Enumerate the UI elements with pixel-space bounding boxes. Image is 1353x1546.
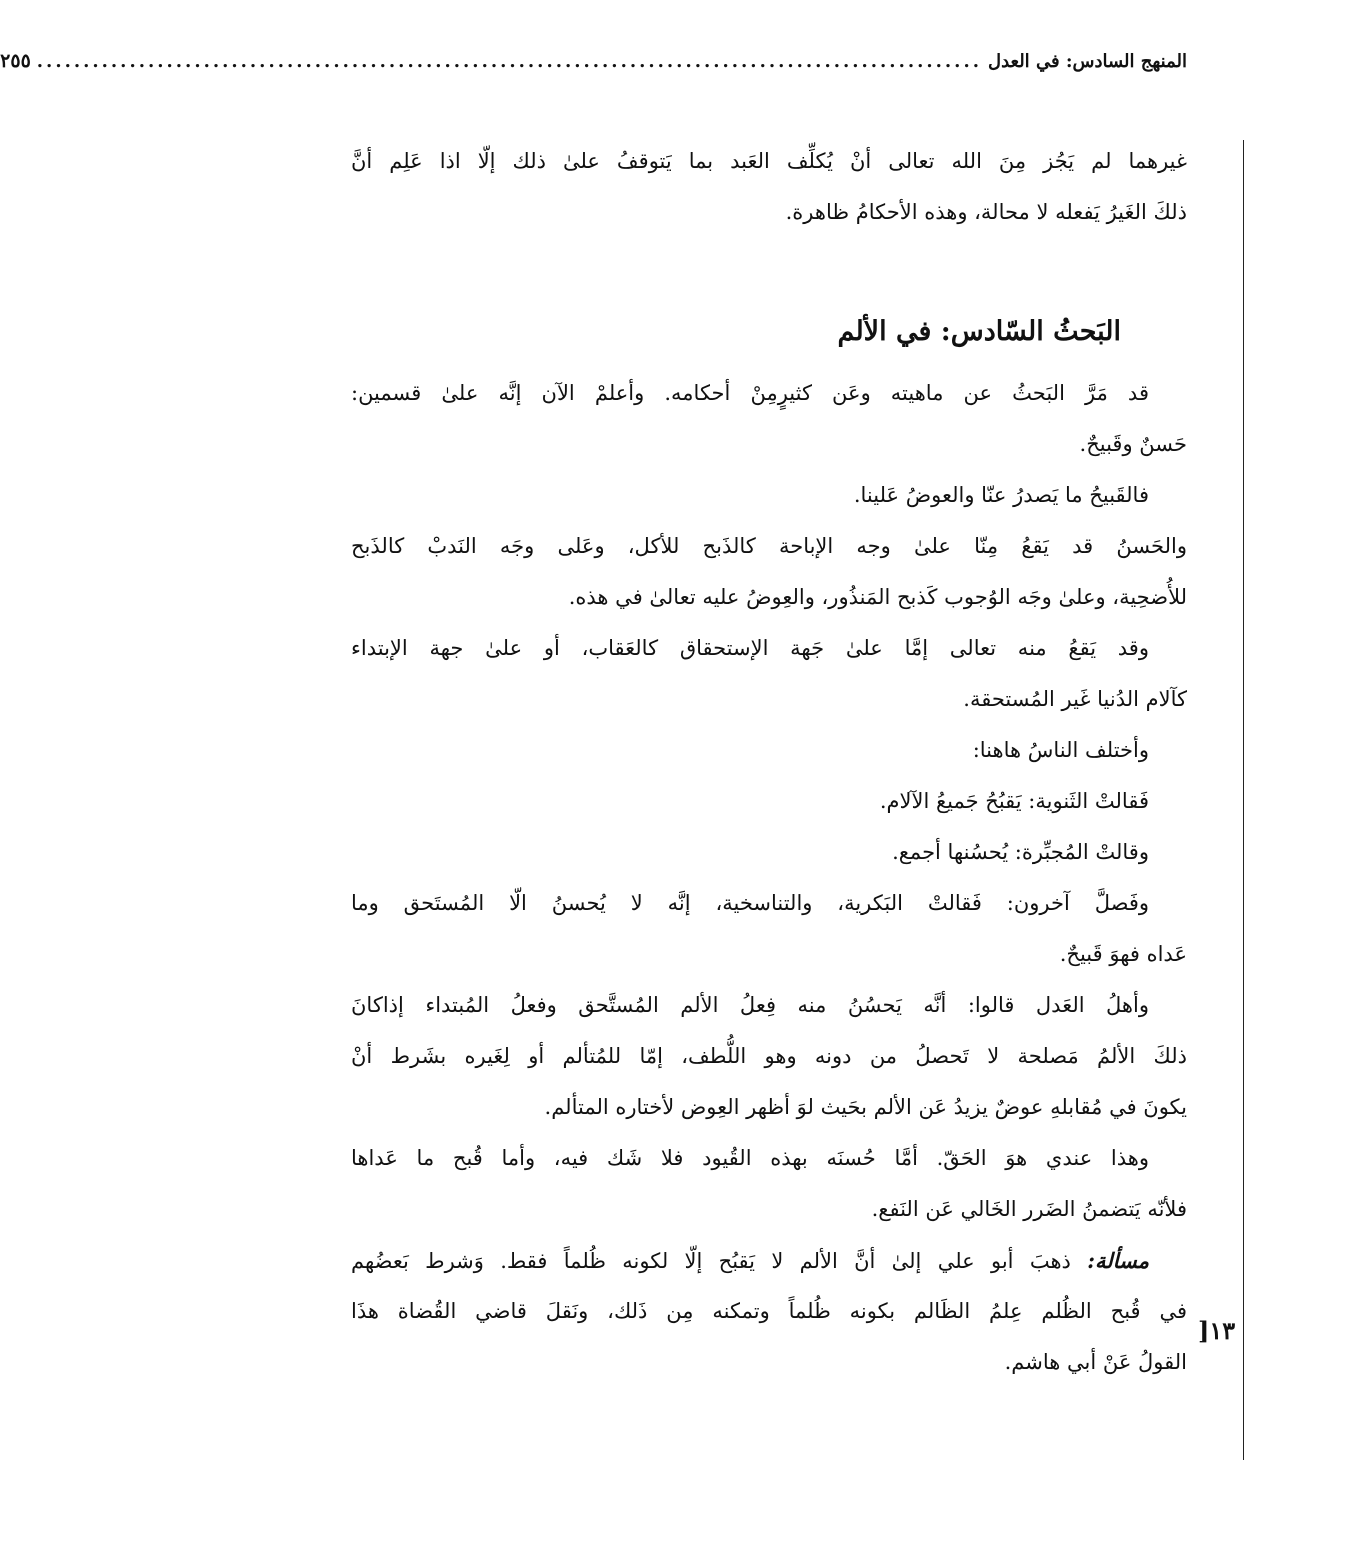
body-line: والحَسنُ قد يَقعُ مِنّا علىٰ وجه الإباحة كالذَبح للأكل، وعَلى وجَه النَدبْ كالذَبح [351, 534, 1187, 558]
body-line: يكونَ في مُقابلهِ عوضٌ يزيدُ عَن الألم بحَيث لوَ أظهر العِوض لأختاره المتألم. [544, 1095, 1187, 1119]
body-line: وفَصلَّ آخرون: فَقالتْ البَكرية، والتناسخية، إنَّه لا يُحسنُ الّا المُستَحق وما [351, 891, 1149, 915]
body-line: ذلكَ الألمُ مَصلحة لا تَحصلُ من دونه وهو اللُّطف، إمّا للمُتألم أو لِغَيره بشَرط أنْ [351, 1044, 1188, 1068]
chapter-title: المنهج السادس: في العدل [987, 50, 1187, 72]
masala-line: في قُبح الظُلم عِلمُ الظَالم بكونه ظُلماً وتمكنه مِن ذَلك، ونَقلَ قاضي القُضاة هذَا [351, 1299, 1187, 1323]
body-line: وقد يَقعُ منه تعالى إمَّا علىٰ جَهة الإستحقاق كالعَقاب، أو علىٰ جهة الإبتداء [351, 636, 1149, 660]
page-number: ٢٥٥ [0, 50, 31, 72]
masala-line: القولُ عَنْ أبي هاشم. [1004, 1350, 1187, 1374]
body-line: عَداه فهوَ قَبيحٌ. [1059, 942, 1187, 966]
body-line: قد مَرَّ البَحثُ عن ماهيته وعَن كثيرٍمِنْ أحكامه. وأعلمْ الآن إنَّه علىٰ قسمين: [351, 381, 1149, 405]
masala-first-line [351, 1235, 1187, 1286]
intro-line: ذلكَ الغَيرُ يَفعله لا محالة، وهذه الأحكامُ ظاهرة. [785, 200, 1187, 224]
body-line: وقالتْ المُجبِّرة: يُحسُنها أجمع. [892, 840, 1149, 864]
body-line: حَسنٌ وقَبيحٌ. [1079, 432, 1187, 456]
intro-line: غيرهما لم يَجُز مِنَ الله تعالى أنْ يُكلِّف العَبد بما يَتوقفُ علىٰ ذلك إلّا اذا عَلِم أنَّ [351, 149, 1187, 173]
body-line: كآلام الدُنيا غَير المُستحقة. [963, 687, 1187, 711]
margin-rule [1243, 140, 1244, 1460]
body-line: للأُضحِية، وعلىٰ وجَه الوُجوب كَذبح المَنذُور، والعِوضُ عليه تعالىٰ في هذه. [568, 585, 1187, 609]
margin-page-marker: ]١٣ [1198, 1316, 1236, 1345]
body-line: فلأنّه يَتضمنُ الضَرر الخَالي عَن النَفع. [871, 1197, 1187, 1221]
body-line: فَقالتْ الثَنوية: يَقبُحُ جَميعُ الآلام. [879, 789, 1149, 813]
section-title: البَحثُ السّادس: في الألم [837, 316, 1121, 347]
masala-label: مسألة: [1087, 1248, 1149, 1273]
body-line: وأهلُ العَدل قالوا: أنَّه يَحسُنُ منه فِعلُ الألم المُستَّحق وفعلُ المُبتداء إذاكانَ [351, 993, 1149, 1017]
body-text [351, 368, 1187, 1388]
body-line: وهذا عندي هوَ الحَقّ. أمَّا حُسنَه بهذه القُيود فلا شَك فيه، وأما قُبح ما عَداها [351, 1146, 1149, 1170]
masala-text: ذهبَ أبو علي إلىٰ أنَّ الألم لا يَقبُح إلّا لكونه ظُلماً فقط. وَشرط بَعضُهم [351, 1249, 1071, 1273]
intro-paragraph [351, 136, 1187, 238]
leader-dots: ...................................................................................................... [36, 50, 982, 72]
body-line: وأختلف الناسُ هاهنا: [972, 738, 1149, 762]
running-header [0, 44, 1187, 78]
body-line: فالقَبيحُ ما يَصدرُ عنّا والعوضُ عَلينا. [853, 483, 1149, 507]
